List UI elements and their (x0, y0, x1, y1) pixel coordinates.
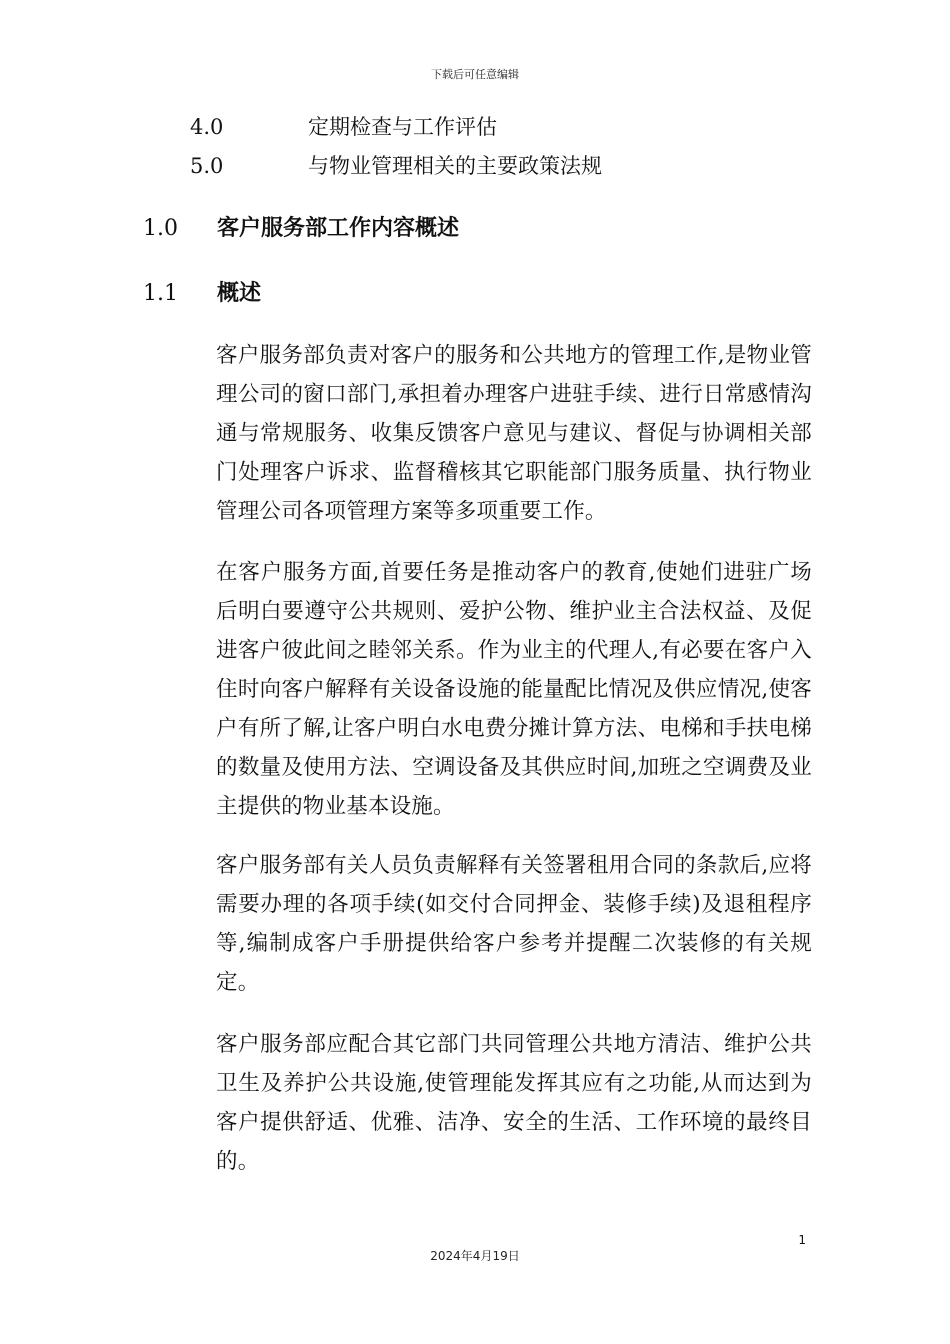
section-title: 概述 (217, 281, 262, 306)
toc-number: 5.0 (190, 154, 224, 178)
section-number: 1.1 (143, 281, 178, 306)
subsection-heading (143, 278, 261, 309)
section-number: 1.0 (143, 216, 178, 241)
toc-item (190, 151, 602, 181)
toc-item (190, 112, 497, 142)
paragraph: 在客户服务方面,首要任务是推动客户的教育,使她们进驻广场后明白要遵守公共规则、爱护公物、维护业主合法权益、及促进客户彼此间之睦邻关系。作为业主的代理人,有必要在客户入住时向客户解释有关设备设施的能量配比情况及供应情况,使客户有所了解,让客户明白水电费分摊计算方法、电梯和手扶电梯的数量及使用方法、空调设备及其供应时间,加班之空调费及业主提供的物业基本设施。 (216, 560, 812, 819)
page-header: 下载后可任意编辑 (431, 68, 519, 81)
paragraph: 客户服务部应配合其它部门共同管理公共地方清洁、维护公共卫生及养护公共设施,使管理能发挥其应有之功能,从而达到为客户提供舒适、优雅、洁净、安全的生活、工作环境的最终目的。 (216, 1032, 812, 1174)
paragraph: 客户服务部有关人员负责解释有关签署租用合同的条款后,应将需要办理的各项手续(如交付合同押金、装修手续)及退租程序等,编制成客户手册提供给客户参考并提醒二次装修的有关规定。 (216, 853, 812, 995)
section-title: 客户服务部工作内容概述 (217, 216, 460, 241)
page-number: 1 (798, 1233, 806, 1247)
paragraph: 客户服务部负责对客户的服务和公共地方的管理工作,是物业管理公司的窗口部门,承担着办理客户进驻手续、进行日常感情沟通与常规服务、收集反馈客户意见与建议、督促与协调相关部门处理客户诉求、监督稽核其它职能部门服务质量、执行物业管理公司各项管理方案等多项重要工作。 (216, 343, 812, 524)
toc-title: 定期检查与工作评估 (308, 115, 497, 139)
toc-number: 4.0 (190, 115, 224, 139)
footer-date: 2024年4月19日 (430, 1249, 520, 1263)
section-heading (143, 213, 459, 244)
toc-title: 与物业管理相关的主要政策法规 (308, 154, 602, 178)
